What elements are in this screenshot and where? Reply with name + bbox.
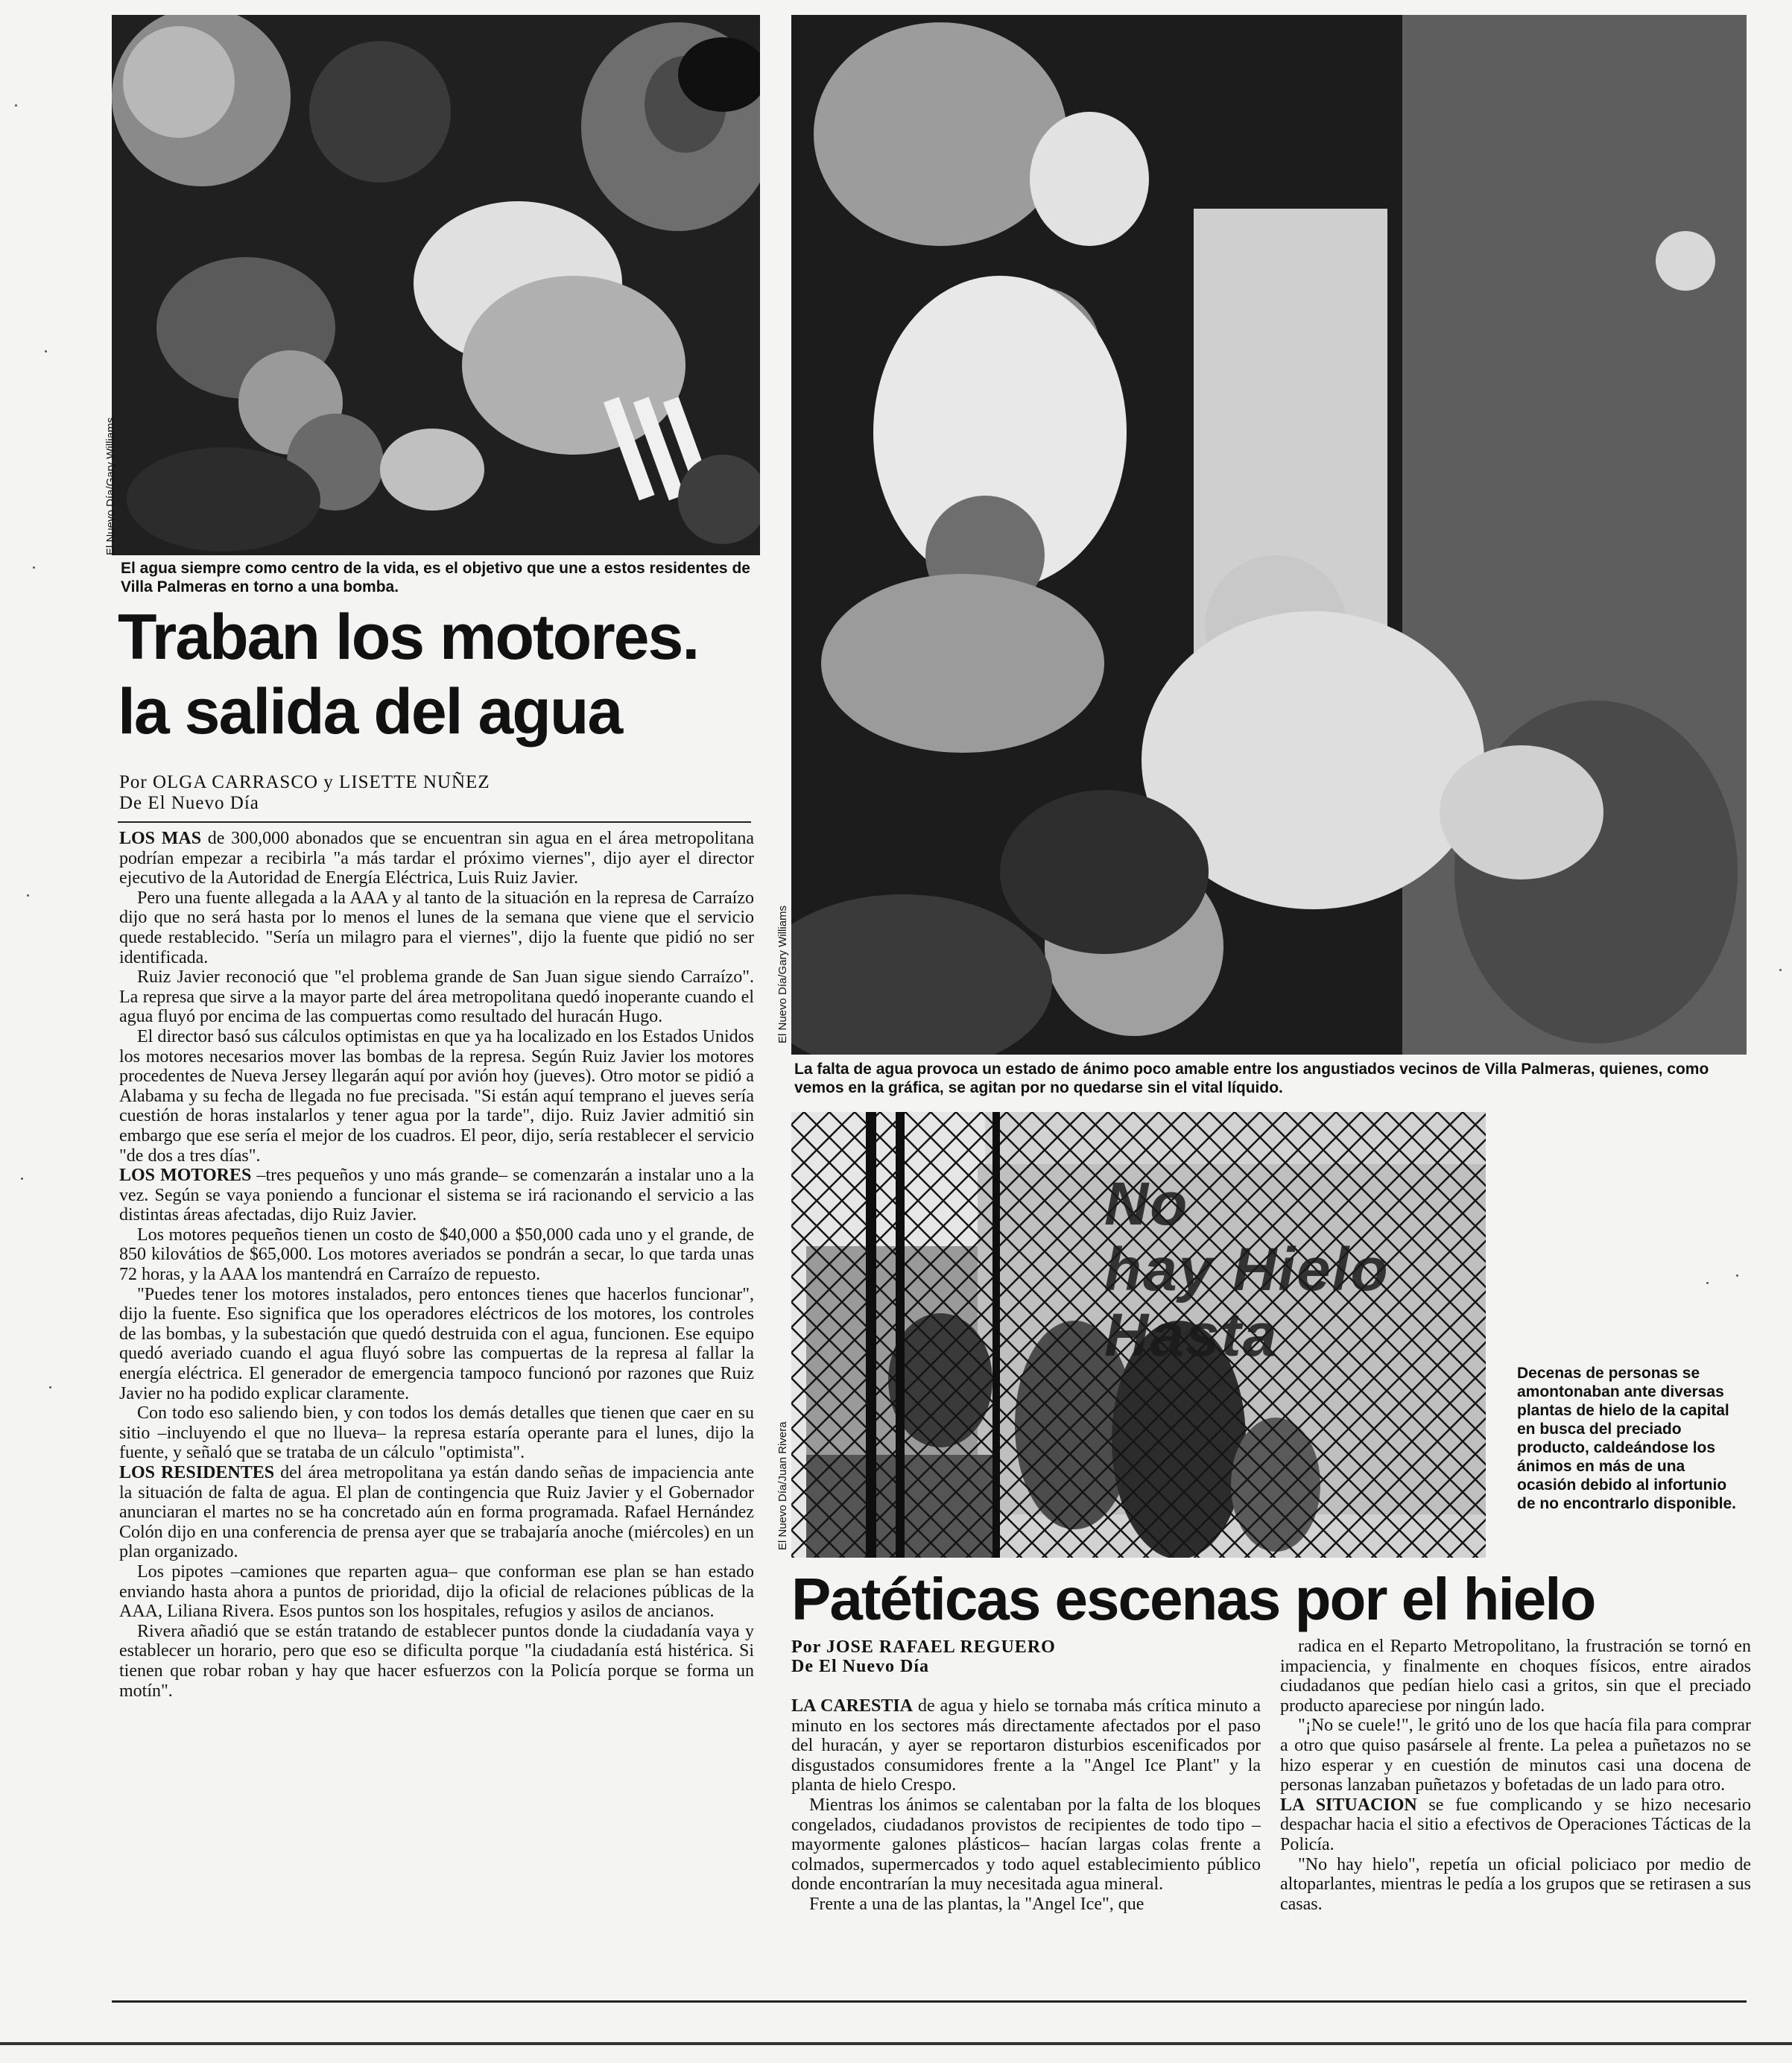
byline-rule-left: [118, 821, 751, 823]
graffiti-line-3: Hasta: [1104, 1301, 1279, 1369]
article-paragraph: [1280, 1795, 1751, 1855]
article-right-column-1: [791, 1696, 1261, 1988]
paragraph-text: El director basó sus cálculos optimistas en que ya ha localizado en los Estados Unidos los motores necesarios mover las bombas de la represa. Según Ruiz Javier los motores procedentes de Nueva Jersey llegarán aquí por avión hoy (jueves). Otro motor se pidió a Alabama y su fecha de llegada no fue precisada. "Si están aquí temprano el jueves sería cuestión de horas instalarlos y tener agua por la tarde", dijo. Ruiz Javier admitió sin embargo que ese sería el mejor de los cuadros. El peor, dijo, sería restablecer el servicio "de dos a tres días".: [119, 1026, 754, 1166]
photo-caption-middle-right: Decenas de personas se amontonaban ante diversas plantas de hielo de la capital en busca del preciado producto, caldeándose los ánimos en más de una ocasión debido al infortunio de no encontrarlo disponible.: [1517, 1365, 1737, 1512]
article-left-body: [119, 829, 754, 1972]
article-paragraph: [119, 1225, 754, 1285]
photo-caption-top-left: El agua siempre como centro de la vida, es el objetivo que une a estos residentes de Villa Palmeras en torno a una bomba.: [121, 560, 750, 595]
article-paragraph: [1280, 1716, 1751, 1795]
byline-right-source: De El Nuevo Día: [791, 1657, 929, 1676]
paragraph-text: de agua y hielo se tornaba más crítica minuto a minuto en los sectores más directamente afectados por el paso del huracán, y ayer se reportaron disturbios escenificados por disgustados consumidores frente a la "Angel Ice Plant" y la planta de hielo Crespo.: [791, 1696, 1261, 1795]
paragraph-text: Con todo eso saliendo bien, y con todos los demás detalles que tienen que caer en su sitio –incluyendo el que no llueva– la represa estaría operante para el lunes, dijo la fuente, y señaló que se trataba de un cálculo "optimista".: [119, 1403, 754, 1463]
article-paragraph: [119, 967, 754, 1027]
headline-left-line-1: Traban los motores.: [118, 601, 699, 673]
graffiti-line-1: No: [1104, 1170, 1189, 1238]
article-paragraph: [119, 829, 754, 888]
bottom-edge-rule: [0, 2042, 1792, 2045]
byline-left-authors: Por OLGA CARRASCO y LISETTE NUÑEZ: [119, 772, 490, 792]
byline-right-author: Por JOSE RAFAEL REGUERO: [791, 1637, 1056, 1657]
article-paragraph: [119, 1285, 754, 1404]
paragraph-text: "¡No se cuele!", le gritó uno de los que hacía fila para comprar a otro que quiso pasársele al frente. La pelea a puñetazos no se hizo esperar y en cuestión de minutos casi una docena de personas lanzaban puñetazos y bofetadas de un lado para otro.: [1280, 1716, 1751, 1795]
bottom-rule: [112, 2000, 1747, 2003]
paragraph-text: de 300,000 abonados que se encuentran sin agua en el área metropolitana podrían empezar a recibirla "a más tardar el próximo viernes", dijo ayer el director ejecutivo de la Autoridad de Energía Eléctrica, Luis Ruiz Javier.: [119, 829, 754, 888]
paragraph-text: –tres pequeños y uno más grande– se comenzarán a instalar uno a la vez. Según se vaya poniendo a funcionar el sistema se irá racionando el servicio a las distintas áreas afectadas, dijo Ruiz Javier.: [119, 1166, 754, 1225]
article-paragraph: [1280, 1855, 1751, 1915]
paragraph-text: Ruiz Javier reconoció que "el problema grande de San Juan sigue siendo Carraízo". La represa que sirve a la mayor parte del área metropolitana quedó inoperante cuando el agua fluyó por encima de las compuertas como resultado del huracán Hugo.: [119, 967, 754, 1027]
paragraph-text: Frente a una de las plantas, la "Angel Ice", que: [809, 1894, 1144, 1914]
article-paragraph: [791, 1895, 1261, 1915]
article-paragraph: [119, 1562, 754, 1622]
article-paragraph: [119, 1403, 754, 1463]
article-paragraph: [119, 1622, 754, 1701]
article-paragraph: [119, 1027, 754, 1166]
paragraph-text: Pero una fuente allegada a la AAA y al tanto de la situación en la represa de Carraízo dijo que no será hasta por lo menos el lunes de la semana que viene que el servicio quede restablecido. "Sería un milagro para el viernes", dijo la fuente que pidió no ser identificada.: [119, 888, 754, 967]
photo-ice-plant-fence: [791, 1112, 1486, 1558]
paragraph-text: del área metropolitana ya están dando señas de impaciencia ante la situación de falta de agua. El plan de contingencia que Ruiz Javier y el Gobernador anunciaran el martes no se ha concretado aún en forma programada. Rafael Hernández Colón dijo en una conferencia de prensa ayer que se trabajaría anoche (miércoles) en un plan organizado.: [119, 1463, 754, 1562]
headline-right: Patéticas escenas por el hielo: [791, 1566, 1595, 1632]
paragraph-lead-in: LA SITUACION: [1280, 1795, 1417, 1815]
photo-crowd-villa-palmeras: [791, 15, 1747, 1055]
photo-credit-top-right: El Nuevo Día/Gary Williams: [776, 905, 789, 1043]
paragraph-text: "Puedes tener los motores instalados, pero entonces tienes que hacerlos funcionar", dijo la fuente. Eso significa que los operadores eléctricos de los motores, los controles de las bombas, y la subestación que quedó destruida con el agua, funcionen. Ese equipo quedó averiado cuando el agua fluyó sobre las compuertas de la represa al fallar la energía eléctrica. El generador de emergencia tampoco funcionó por razones que Ruiz Javier no ha podido explicar claramente.: [119, 1284, 754, 1403]
paragraph-text: Los pipotes –camiones que reparten agua– que conforman ese plan se han estado enviando hasta ahora a puntos de prioridad, dijo la oficial de relaciones públicas de la AAA, Liliana Rivera. Esos puntos son los hospitales, refugios y asilos de ancianos.: [119, 1561, 754, 1622]
article-paragraph: [119, 1166, 754, 1225]
photo-water-pump: [112, 15, 760, 555]
paragraph-text: Los motores pequeños tienen un costo de $40,000 a $50,000 cada uno y el grande, de 850 kilovátios de $65,000. Los motores averiados se pondrán a secar, lo que tarda unas 72 horas, y la AAA los mantendrá en Carraízo de repuesto.: [119, 1225, 754, 1285]
paragraph-lead-in: LOS MOTORES: [119, 1166, 252, 1186]
article-paragraph: [119, 1463, 754, 1562]
photo-credit-middle-right: El Nuevo Día/Juan Rivera: [776, 1421, 789, 1550]
paragraph-text: Mientras los ánimos se calentaban por la falta de los bloques congelados, ciudadanos provistos de recipientes de todo tipo –mayormente galones plásticos– hacían largas colas frente a colmados, supermercados y todo aquel establecimiento público donde encontrarían la muy necesitada agua mineral.: [791, 1795, 1261, 1895]
paragraph-text: radica en el Reparto Metropolitano, la frustración se tornó en impaciencia, y finalmente en choques físicos, entre airados ciudadanos que pedían hielo casi a gritos, sin que el preciado producto apareciese por ningún lado.: [1280, 1637, 1751, 1716]
photo-caption-top-right: La falta de agua provoca un estado de ánimo poco amable entre los angustiados vecinos de Villa Palmeras, quienes, como vemos en la gráfica, se agitan por no quedarse sin el vital líquido.: [794, 1061, 1709, 1096]
article-paragraph: [791, 1696, 1261, 1795]
article-paragraph: [1280, 1637, 1751, 1716]
paragraph-lead-in: LOS MAS: [119, 829, 202, 848]
byline-left-source: De El Nuevo Día: [119, 793, 259, 813]
graffiti-sign: [1104, 1172, 1477, 1368]
paragraph-lead-in: LOS RESIDENTES: [119, 1463, 275, 1482]
graffiti-line-2: hay Hielo: [1104, 1236, 1390, 1304]
paragraph-text: Rivera añadió que se están tratando de establecer puntos donde la ciudadanía vaya y establecer un horario, pero que eso se dificulta porque "la ciudadanía está histérica. Si tienen que robar roban y hay que hacer esfuerzos con la Policía porque se forma un motín".: [119, 1621, 754, 1701]
paragraph-lead-in: LA CARESTIA: [791, 1696, 914, 1716]
headline-left-line-2: la salida del agua: [118, 676, 622, 748]
photo-credit-top-left: El Nuevo Día/Gary Williams: [104, 417, 117, 555]
paragraph-text: "No hay hielo", repetía un oficial policiaco por medio de altoparlantes, mientras le pedía a los grupos que se retirasen a sus casas.: [1280, 1854, 1751, 1914]
article-right-column-2: [1280, 1637, 1751, 1988]
article-paragraph: [791, 1795, 1261, 1895]
article-paragraph: [119, 888, 754, 967]
paragraph-text: se fue complicando y se hizo necesario despachar hacia el sitio a efectivos de Operaciones Tácticas de la Policía.: [1280, 1795, 1751, 1854]
